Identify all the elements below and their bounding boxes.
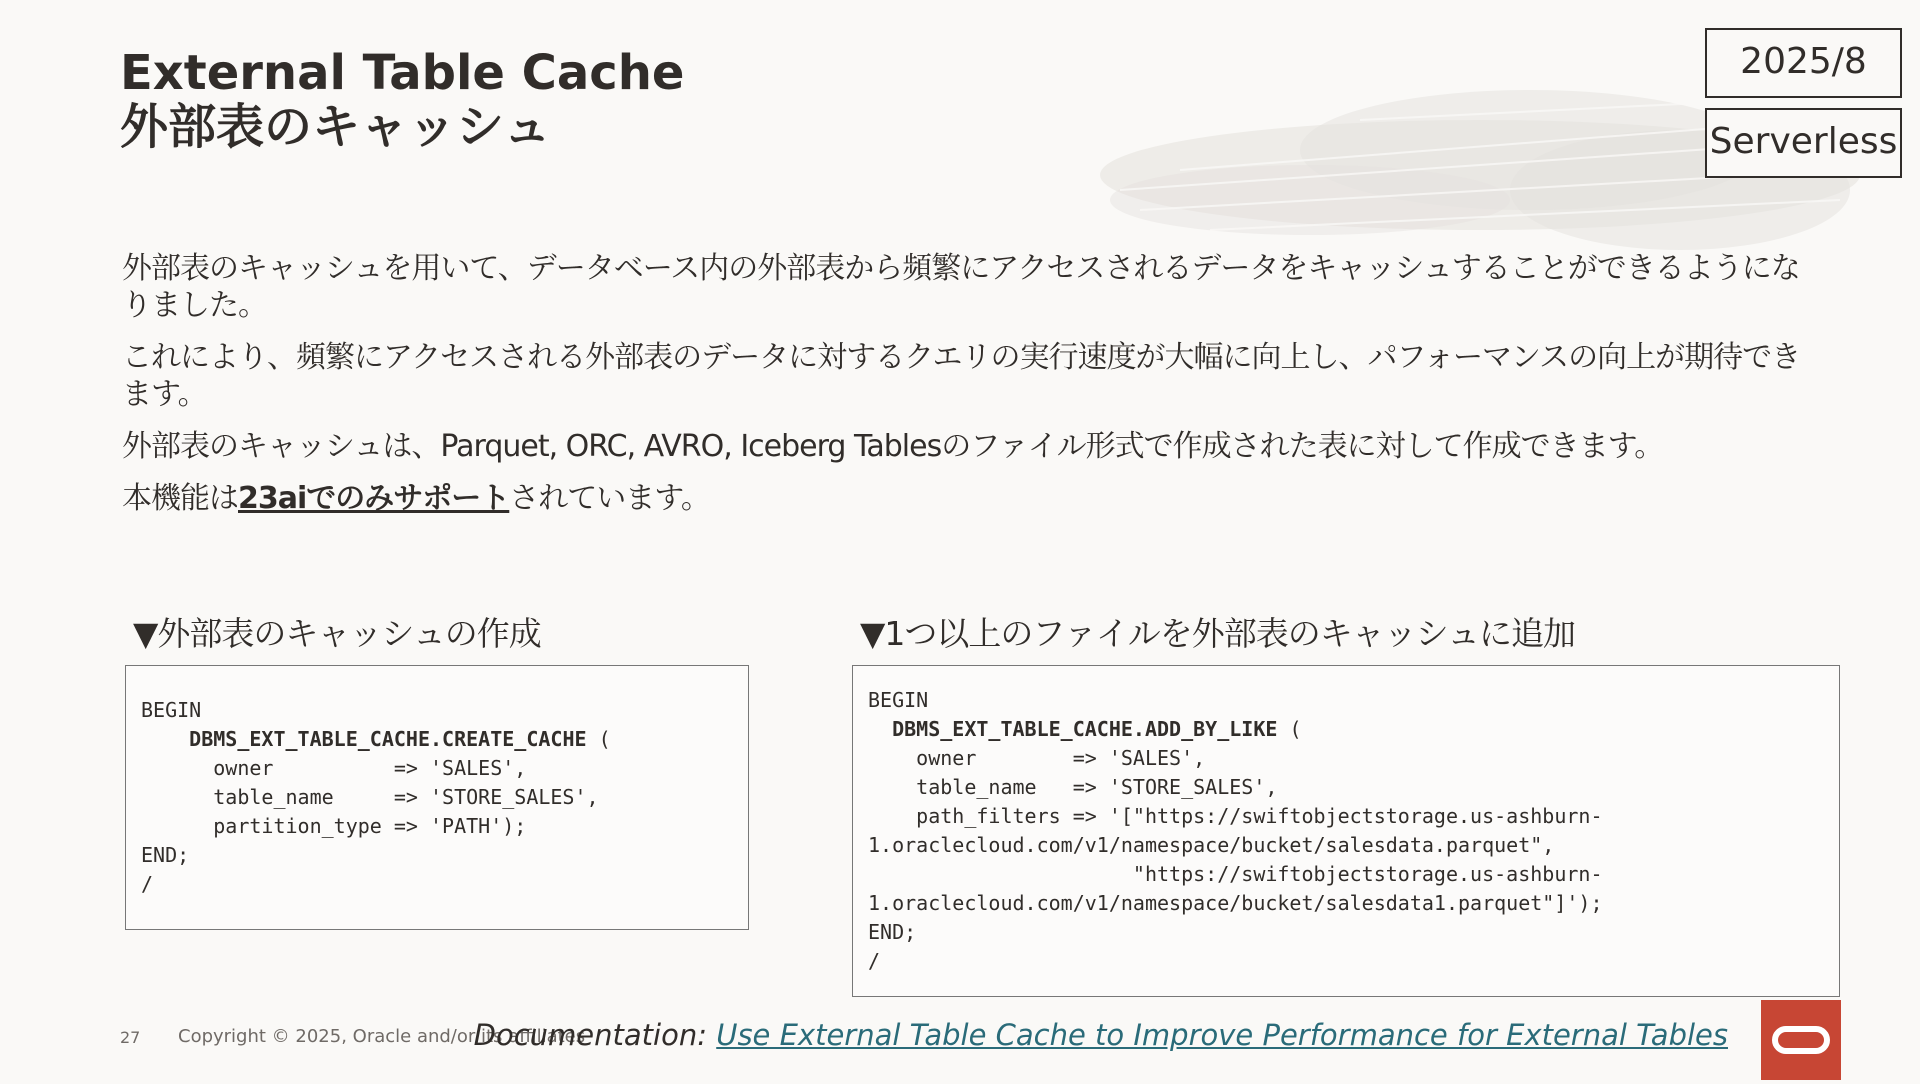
documentation-link[interactable]: Use External Table Cache to Improve Performance for External Tables <box>716 1018 1728 1052</box>
add-files-heading: ▼1つ以上のファイルを外部表のキャッシュに追加 <box>860 614 1576 653</box>
paragraph-benefit: これにより、頻繁にアクセスされる外部表のデータに対するクエリの実行速度が大幅に向上し、パフォーマンスの向上が期待できます。 <box>122 340 1801 412</box>
code-function: DBMS_EXT_TABLE_CACHE.CREATE_CACHE <box>189 727 587 751</box>
code-function: DBMS_EXT_TABLE_CACHE.ADD_BY_LIKE <box>892 717 1278 741</box>
code-paren: ( <box>586 727 611 751</box>
code-indent <box>141 727 189 751</box>
paragraph-formats: 外部表のキャッシュは、Parquet, ORC, AVRO, Iceberg Tablesのファイル形式で作成された表に対して作成できます。 <box>122 429 1664 464</box>
title-english: External Table Cache <box>120 45 685 101</box>
description <box>122 250 1812 532</box>
copyright: Copyright © 2025, Oracle and/or its affiliates <box>178 1026 586 1047</box>
serverless-tag: Serverless <box>1705 108 1902 178</box>
documentation-line <box>474 1018 1728 1052</box>
code-end: END; / <box>141 843 190 896</box>
support-prefix: 本機能は <box>122 481 238 516</box>
date-tag: 2025/8 <box>1705 28 1902 98</box>
code-paren: ( <box>1277 717 1302 741</box>
add-by-like-code <box>852 665 1840 997</box>
support-highlight: 23aiでのみサポート <box>238 481 510 516</box>
code-args: owner => 'SALES', table_name => 'STORE_SALES', path_filters => '["https://swiftobjectstorage.us-ashburn- 1.oraclecloud.com/v1/namespace/bucket/salesdata.parquet", "https://swiftobjectstorage.us-ashburn- 1.oraclecloud.com/v1/namespace/bucket/salesdata1.parquet"]'); <box>868 746 1603 915</box>
oracle-logo <box>1761 1000 1841 1080</box>
oracle-logo-icon <box>1761 1000 1841 1080</box>
paragraph-support <box>122 480 1812 517</box>
documentation-label: Documentation: <box>473 1018 717 1052</box>
page-number: 27 <box>120 1028 141 1047</box>
create-cache-code <box>125 665 749 930</box>
support-suffix: されています。 <box>509 481 710 516</box>
code-indent <box>868 717 892 741</box>
code-begin: BEGIN <box>141 698 202 722</box>
code-args: owner => 'SALES', table_name => 'STORE_SALES', partition_type => 'PATH'); <box>213 756 599 838</box>
create-cache-heading: ▼外部表のキャッシュの作成 <box>133 614 541 653</box>
code-begin: BEGIN <box>868 688 929 712</box>
page-title <box>120 46 684 154</box>
code-end: END; / <box>868 920 917 973</box>
title-japanese: 外部表のキャッシュ <box>120 99 552 155</box>
paragraph-intro: 外部表のキャッシュを用いて、データベース内の外部表から頻繁にアクセスされるデータをキャッシュすることができるようになりました。 <box>122 251 1800 323</box>
